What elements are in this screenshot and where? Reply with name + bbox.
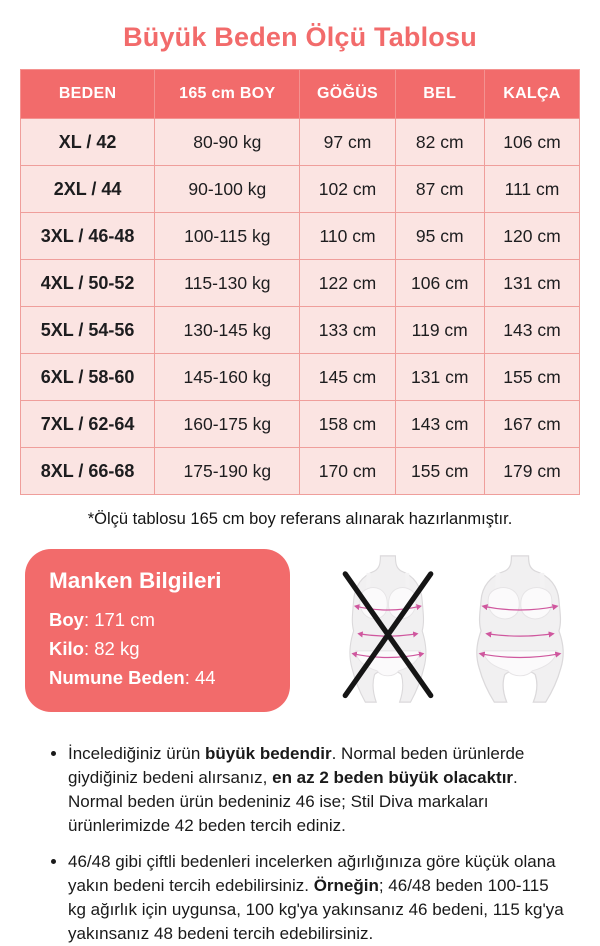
table-cell: 143 cm — [484, 307, 579, 354]
table-cell: 8XL / 66-68 — [21, 448, 155, 495]
column-header: 165 cm BOY — [155, 70, 300, 119]
column-header: GÖĞÜS — [300, 70, 395, 119]
table-cell: 145-160 kg — [155, 354, 300, 401]
body-silhouette-crossed-icon — [335, 553, 441, 705]
table-cell: 3XL / 46-48 — [21, 213, 155, 260]
model-info-title: Manken Bilgileri — [49, 568, 222, 593]
column-header: KALÇA — [484, 70, 579, 119]
table-cell: 130-145 kg — [155, 307, 300, 354]
table-cell: 82 cm — [395, 119, 484, 166]
table-cell: 80-90 kg — [155, 119, 300, 166]
table-row — [21, 448, 580, 495]
figure-illustrations — [335, 549, 573, 705]
size-table — [20, 69, 580, 495]
table-cell: 4XL / 50-52 — [21, 260, 155, 307]
table-cell: 110 cm — [300, 213, 395, 260]
table-cell: 131 cm — [395, 354, 484, 401]
note-item: • 46/48 gibi çiftli bedenleri incelerken ağırlığınıza göre küçük olana yakın bedeni tercih edebilirsiniz. Örneğin; 46/48 beden 100-115 kg ağırlık için uygunsa, 100 kg'ya yakınsanız 46 bedeni, 115 kg'ya yakınsanız 48 bedeni tercih edebilirsiniz. — [68, 850, 568, 946]
table-cell: 95 cm — [395, 213, 484, 260]
table-cell: 106 cm — [395, 260, 484, 307]
model-info-row: Numune Beden: 44 — [49, 667, 216, 688]
table-cell: 155 cm — [395, 448, 484, 495]
column-header: BEL — [395, 70, 484, 119]
table-cell: 158 cm — [300, 401, 395, 448]
table-cell: 145 cm — [300, 354, 395, 401]
table-row — [21, 354, 580, 401]
table-cell: 115-130 kg — [155, 260, 300, 307]
table-cell: 160-175 kg — [155, 401, 300, 448]
table-footnote: *Ölçü tablosu 165 cm boy referans alınarak hazırlanmıştır. — [87, 510, 513, 528]
table-row — [21, 119, 580, 166]
page-title: Büyük Beden Ölçü Tablosu — [123, 22, 477, 52]
model-info-card — [25, 549, 290, 712]
table-cell: 87 cm — [395, 166, 484, 213]
table-cell: 90-100 kg — [155, 166, 300, 213]
table-cell: 122 cm — [300, 260, 395, 307]
table-cell: 5XL / 54-56 — [21, 307, 155, 354]
table-cell: 170 cm — [300, 448, 395, 495]
table-row — [21, 213, 580, 260]
table-cell: 167 cm — [484, 401, 579, 448]
column-header: BEDEN — [21, 70, 155, 119]
model-info-row: Boy: 171 cm — [49, 609, 155, 630]
body-silhouette-measurements-icon — [467, 553, 573, 705]
table-cell: 179 cm — [484, 448, 579, 495]
table-cell: 120 cm — [484, 213, 579, 260]
model-info-section — [25, 549, 575, 712]
notes-list — [50, 742, 568, 946]
table-cell: 97 cm — [300, 119, 395, 166]
table-row — [21, 260, 580, 307]
table-cell: 102 cm — [300, 166, 395, 213]
table-cell: 175-190 kg — [155, 448, 300, 495]
table-cell: 131 cm — [484, 260, 579, 307]
table-cell: 2XL / 44 — [21, 166, 155, 213]
table-cell: 111 cm — [484, 166, 579, 213]
model-info-list — [49, 605, 266, 692]
table-cell: 6XL / 58-60 — [21, 354, 155, 401]
table-cell: 7XL / 62-64 — [21, 401, 155, 448]
table-cell: 106 cm — [484, 119, 579, 166]
table-cell: 155 cm — [484, 354, 579, 401]
note-item: • İncelediğiniz ürün büyük bedendir. Normal beden ürünlerde giydiğiniz bedeni alırsanız, en az 2 beden büyük olacaktır. Normal beden ürün bedeniniz 46 ise; Stil Diva markaları ürünlerimizde 42 beden tercih ediniz. — [68, 742, 568, 838]
table-row — [21, 307, 580, 354]
table-header-row — [21, 70, 580, 119]
table-cell: XL / 42 — [21, 119, 155, 166]
table-cell: 133 cm — [300, 307, 395, 354]
table-cell: 143 cm — [395, 401, 484, 448]
table-cell: 119 cm — [395, 307, 484, 354]
table-body — [21, 119, 580, 495]
table-cell: 100-115 kg — [155, 213, 300, 260]
table-row — [21, 401, 580, 448]
model-info-row: Kilo: 82 kg — [49, 638, 140, 659]
table-row — [21, 166, 580, 213]
